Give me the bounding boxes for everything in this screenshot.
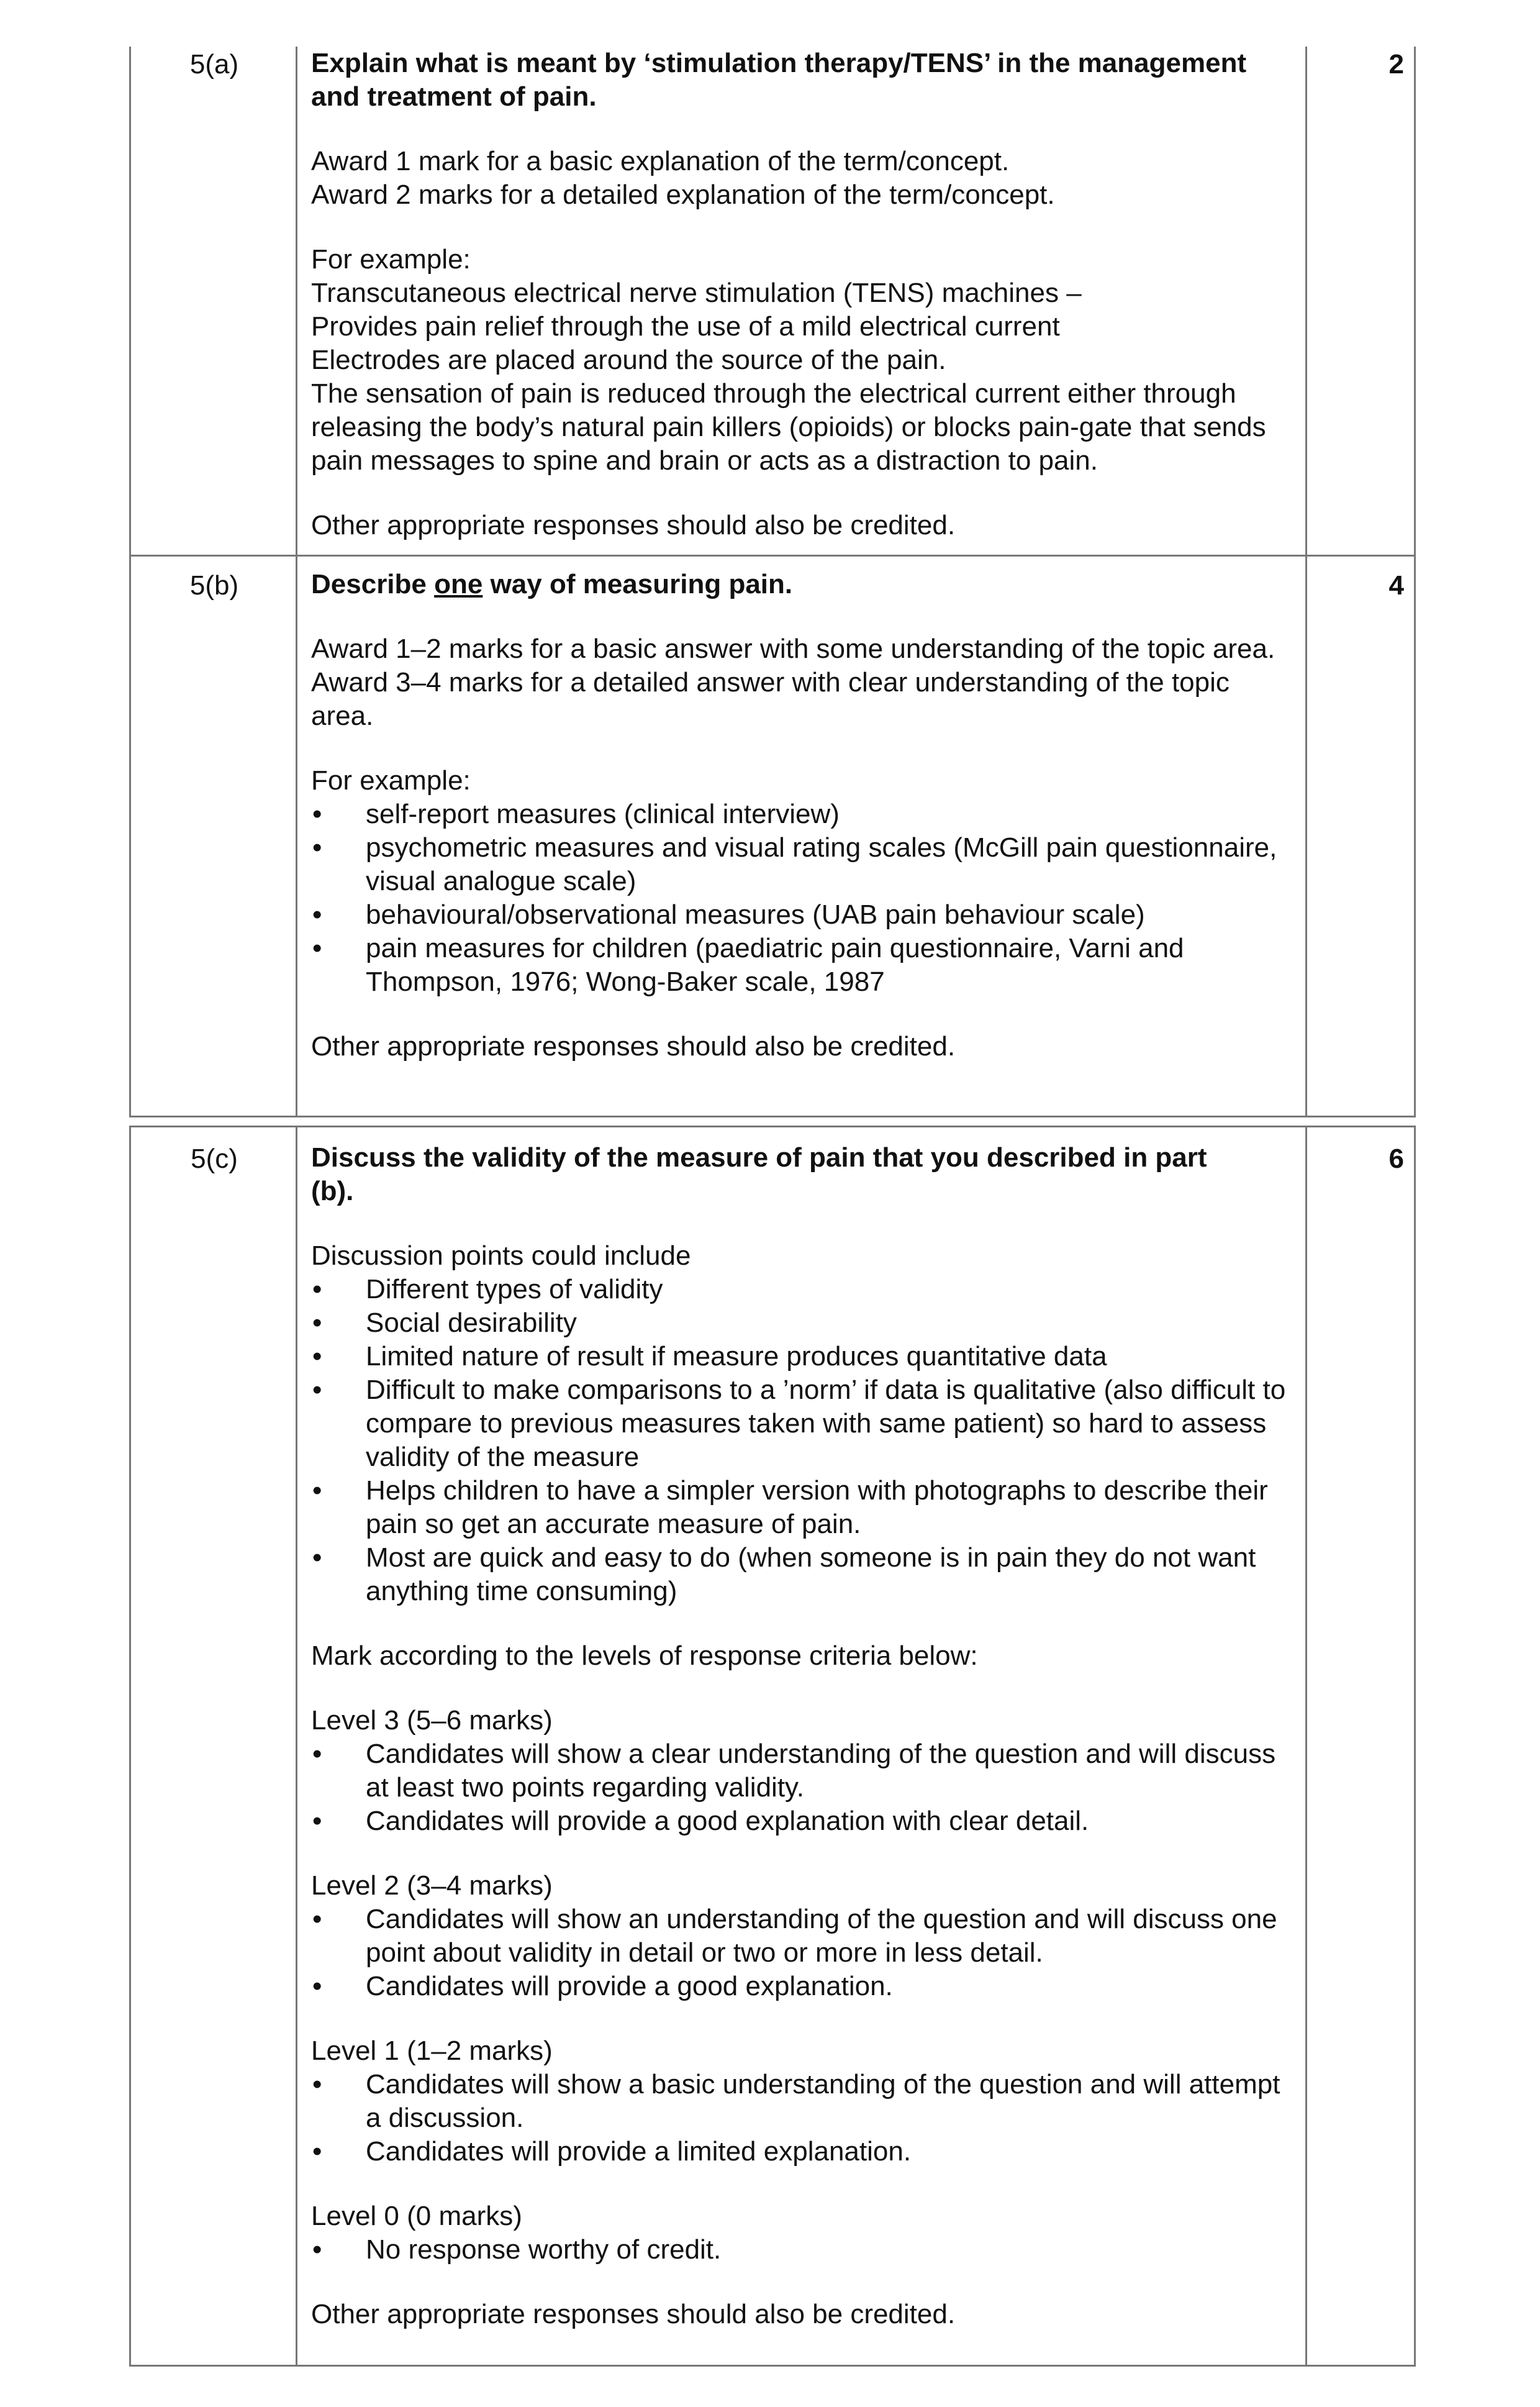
example-line: The sensation of pain is reduced through the electrical current either through releasing the body’s natural pain killers (opioids) or blocks pain-gate that sends pain messages to spine and brain or acts as a distraction to pain. (311, 378, 1266, 476)
question-text: Explain what is meant by ‘stimulation therapy/TENS’ in the management and treatment of pain. (311, 48, 1247, 112)
level-title: Level 1 (1–2 marks) (311, 2036, 553, 2066)
question-text: Discuss the validity of the measure of pain that you described in part (b). (311, 1142, 1207, 1206)
example-line: Transcutaneous electrical nerve stimulation (TENS) machines – (311, 278, 1082, 308)
list-item: • self-report measures (clinical interview) (311, 798, 1292, 831)
marks-value: 6 (1388, 1144, 1404, 1174)
level-title: Level 2 (3–4 marks) (311, 1870, 553, 1901)
question-number: 5(c) (191, 1144, 238, 1174)
list-item: • Candidates will provide a good explanation with clear detail. (311, 1804, 1292, 1838)
row-divider (129, 1116, 1416, 1117)
list-item: • pain measures for children (paediatric pain questionnaire, Varni and Thompson, 1976; Wong-Baker scale, 1987 (311, 932, 1292, 999)
award-line: Award 2 marks for a detailed explanation of the term/concept. (311, 180, 1055, 210)
list-item: • Different types of validity (311, 1273, 1292, 1306)
list-item: • Difficult to make comparisons to a ’norm’ if data is qualitative (also difficult to compare to previous measures taken with same patient) so hard to assess validity of the measure (311, 1373, 1292, 1474)
row-5c (129, 1127, 1416, 2367)
column-divider (1305, 47, 1307, 557)
list-item: • Social desirability (311, 1306, 1292, 1340)
level-criteria-list (311, 1737, 1292, 1838)
row-5a (129, 47, 1416, 557)
example-line: Provides pain relief through the use of a mild electrical current (311, 311, 1060, 342)
level-criteria-list (311, 2068, 1292, 2168)
row-divider (129, 2365, 1416, 2367)
answer-body (311, 1141, 1292, 2331)
award-line: Award 1 mark for a basic explanation of the term/concept. (311, 146, 1010, 176)
column-divider (1305, 557, 1307, 1116)
list-item: • Most are quick and easy to do (when someone is in pain they do not want anything time consuming) (311, 1541, 1292, 1608)
other-responses-note: Other appropriate responses should also be credited. (311, 510, 956, 540)
column-divider (1305, 1127, 1307, 2367)
column-divider (296, 557, 297, 1116)
list-item: • Limited nature of result if measure produces quantitative data (311, 1340, 1292, 1373)
other-responses-note: Other appropriate responses should also be credited. (311, 1031, 956, 1062)
question-text: Describe one way of measuring pain. (311, 569, 793, 599)
discussion-list (311, 1273, 1292, 1608)
underlined-word: one (434, 569, 483, 599)
award-line: Award 1–2 marks for a basic answer with some understanding of the topic area. (311, 634, 1275, 664)
list-item: • behavioural/observational measures (UAB pain behaviour scale) (311, 898, 1292, 932)
column-divider (296, 1127, 297, 2367)
list-item: • Helps children to have a simpler version with photographs to describe their pain so get an accurate measure of pain. (311, 1474, 1292, 1541)
award-line: Award 3–4 marks for a detailed answer with clear understanding of the topic area. (311, 667, 1230, 731)
level-title: Level 3 (5–6 marks) (311, 1705, 553, 1736)
marks-value: 2 (1388, 49, 1404, 80)
discussion-heading: Discussion points could include (311, 1240, 691, 1271)
answer-body (311, 568, 1292, 1063)
list-item: • Candidates will show a basic understanding of the question and will attempt a discussion. (311, 2068, 1292, 2135)
level-criteria-list (311, 2233, 1292, 2267)
column-divider (296, 47, 297, 557)
list-item: • psychometric measures and visual rating scales (McGill pain questionnaire, visual analogue scale) (311, 831, 1292, 898)
example-heading: For example: (311, 244, 471, 275)
other-responses-note: Other appropriate responses should also be credited. (311, 2299, 956, 2329)
level-title: Level 0 (0 marks) (311, 2201, 522, 2231)
list-item: • Candidates will provide a good explanation. (311, 1970, 1292, 2003)
example-heading: For example: (311, 765, 471, 796)
answer-body (311, 47, 1292, 542)
level-criteria-list (311, 1903, 1292, 2003)
list-item: • No response worthy of credit. (311, 2233, 1292, 2267)
marks-value: 4 (1388, 570, 1404, 601)
list-item: • Candidates will show a clear understanding of the question and will discuss at least two points regarding validity. (311, 1737, 1292, 1804)
example-line: Electrodes are placed around the source of the pain. (311, 345, 946, 375)
question-number: 5(b) (189, 570, 239, 601)
question-number: 5(a) (189, 49, 239, 80)
example-list (311, 798, 1292, 999)
list-item: • Candidates will show an understanding of the question and will discuss one point about validity in detail or two or more in less detail. (311, 1903, 1292, 1970)
row-5b (129, 557, 1416, 1116)
levels-intro: Mark according to the levels of response criteria below: (311, 1640, 978, 1671)
list-item: • Candidates will provide a limited explanation. (311, 2135, 1292, 2168)
